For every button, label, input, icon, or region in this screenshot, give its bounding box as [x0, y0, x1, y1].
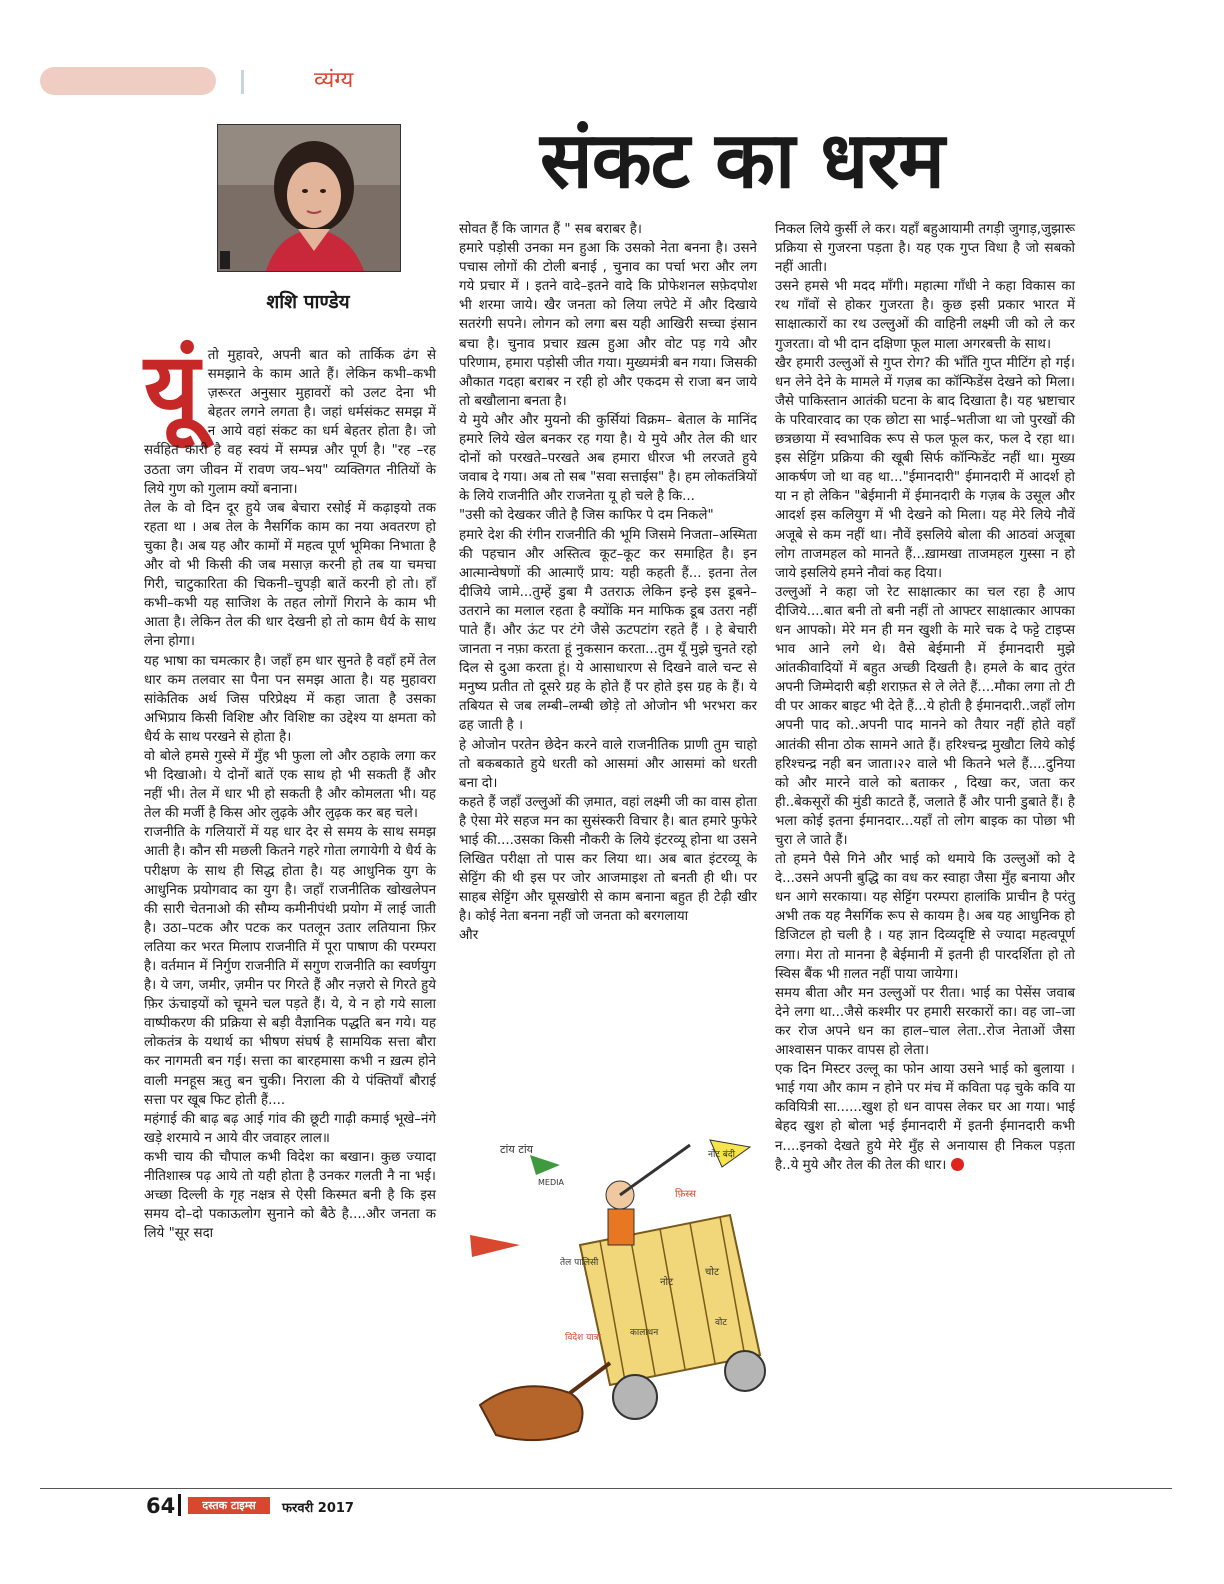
article-column-2 — [459, 220, 757, 946]
paragraph: वो बोले हमसे गुस्से में मुँह भी फुला लो और ठहाके लगा कर भी दिखाओ। ये दोनों बातें एक साथ हो भी सकती हैं और नहीं भी। तेल में धार भी हो सकती है और कोमलता भी। यह तेल की मर्जी है किस ओर लुढ़के और लुढ़क कर बह चले। — [144, 748, 436, 822]
paragraph: हमारे पड़ोसी उनका मन हुआ कि उसको नेता बनना है। उसने पचास लोगों की टोली बनाई , चुनाव का पर्चा भरा और लग गये प्रचार में । इतने वादे–इतने वादे कि प्रोफेशनल सफ़ेदपोश भी शरमा जाये। खैर जनता को लिया लपेटे में और दिखाये सतरंगी सपने। लोगन को लगा बस यही आखिरी सच्चा इंसान बचा है। चुनाव प्रचार ख़त्म हुआ और वोट पड़ गये और परिणाम, हमारा पड़ोसी जीत गया। मुख्यमंत्री बन गया। जिसकी औकात गदहा बराबर न रही हो और एकदम से राजा बन जाये तो बखौलाना बनता है। — [459, 241, 757, 409]
paragraph: खैर हमारी उल्लुओं से गुप्त रोग? की भाँति गुप्त मीटिंग हो गई। धन लेने देने के मामले में गज़ब का कॉन्फिडेंस देखने को मिला। जैसे पाकिस्तान आतंकी घटना के बाद दिखाता है। यह भ्रष्टाचार के परिवारवाद का एक छोटा सा भाई–भतीजा था जो पुरखों की छत्रछाया में स्वभाविक रूप से फल फूल कर, फल दे रहा था। इस सेट्टिंग प्रक्रिया की खूबी सिर्फ कॉन्फिडेंट नहीं था। मुख्य आकर्षण जो था वह था..."ईमानदारी" ईमानदारी में आदर्श हो या न हो लेकिन "बेईमानी में ईमानदारी के गज़ब के उसूल और आदर्श इस कलियुग में भी देखने को मिला। यह मेरे लिये नौवें अजूबे से कम नहीं था। नौवें इसलिये बोला की आठवां अजूबा लोग ताजमहल को मानते हैं...ख़ामखा ताजमहल गुस्सा न हो जाये इसलिये हमने नौवां कह दिया। — [775, 355, 1075, 581]
paragraph: सोवत हैं कि जागत हैं " सब बराबर है। — [459, 222, 642, 237]
paragraph: हे ओजोन परतेन छेदेन करने वाले राजनीतिक प्राणी तुम चाहो तो बकबकाते हुये धरती को आसमां और आसमां को धरती बना दो। — [459, 737, 757, 791]
paragraph: "उसी को देखकर जीते है जिस काफिर पे दम निकले" — [459, 508, 714, 524]
end-mark-icon — [951, 1158, 964, 1171]
cartoon-label: नोट बंदी — [708, 1150, 735, 1160]
paragraph-text: एक दिन मिस्टर उल्लू का फोन आया उसने भाई को बुलाया । भाई गया और काम न होने पर मंच में कविता पढ़ चुके कवि या कवियित्री सा......खुश हो धन वापस लेकर घर आ गया। भाई बेहद खुश हो बोला भई ईमानदारी में इतनी ईमानदारी कभी न....इनको देखते हुये मेरे मुँह से अनायास ही निकल पड़ता है..ये मुये और तेल की तेल की धार। — [775, 1062, 1075, 1173]
paragraph: ये मुये और और मुयनो की कुर्सियां विक्रम– बेताल के मानिंद हमारे लिये खेल बनकर रह गया है। ये मुये और तेल की धार दोनों को परखते–परखते अब हमारा धीरज भी लरजते हुये जवाब दे गया। अब तो सब "सवा सत्ताईस" है। हम लोकतंत्रियों के लिये राजनीति और राजनेता यू हो चले है कि... — [459, 412, 757, 505]
issue-date: फरवरी 2017 — [282, 1501, 354, 1516]
section-label: व्यंग्य — [314, 68, 354, 93]
paragraph: तेल के वो दिन दूर हुये जब बेचारा रसोई में कढ़ाइयो तक रहता था । अब तेल के नैसर्गिक काम का नया अवतरण हो चुका है। अब यह और कामों में महत्व पूर्ण भूमिका निभाता है और वो भी किसी की जब मसाज़ करनी हो तब या चमचा गिरी, चाटुकारिता की चिकनी–चुपड़ी बातें करनी हो तो। हाँ कभी–कभी यह साजिश के तहत लोगों गिराने के काम भी आता है। लेकिन तेल की धार देखनी हो तो काम धैर्य के साथ लेना होगा। — [144, 500, 436, 650]
cartoon-label: टांय टांय — [500, 1143, 534, 1156]
paragraph: महंगाई की बाढ़ बढ़ आई गांव की छूटी गाढ़ी कमाई भूखे–नंगे खड़े शरमाये न आये वीर जवाहर लाल॥ — [144, 1111, 436, 1146]
cartoon-label: विदेश यात्रा — [565, 1333, 601, 1343]
cartoon-label: MEDIA — [538, 1178, 564, 1187]
footer-separator — [178, 1494, 181, 1516]
cartoon-cart-icon — [460, 1135, 805, 1470]
paragraph: राजनीति के गलियारों में यह धार देर से समय के साथ समझ आती है। कौन सी मछली कितने गहरे गोता लगायेगी ये धैर्य के परीक्षण के साथ ही सिद्ध होता है। यह आधुनिक युग के आधुनिक प्रयोगवाद का युग है। जहाँ राजनीतिक खोखलेपन की सारी चेतनाओ की सौम्य कमीनीपंथी प्रयोग में लाई जाती है। उठा–पटक और पटक कर पतलून उतार लतियाना फ़िर लतिया कर भरत मिलाप राजनीति में पूरा पाषाण की परम्परा है। वर्तमान में निर्गुण राजनीति में सगुण राजनीति का स्वर्णयुग है। ये जग, जमीर, ज़मीन पर गिरते हैं और नज़रो से गिरते हुये फ़िर ऊंचाइयों को चूमने चल पड़ते हैं। ये, ये न हो गये साला वाष्पीकरण की प्रक्रिया से बड़ी वैज्ञानिक पद्धति बन गये। यह लोकतंत्र के यथार्थ का भीषण संघर्ष है सामयिक सत्ता बौरा कर नागमती बन गई। सत्ता का बारहमासा कभी न ख़त्म होने वाली मनहूस ऋतु बन चुकी। निराला की ये पंक्तियाँ बौराई सत्ता पर खूब फिट होती हैं.... — [144, 825, 436, 1108]
cartoon-label: नोट — [660, 1277, 674, 1288]
cartoon-label: कालाधन — [630, 1328, 659, 1338]
author-name: शशि पाण्डेय — [266, 291, 350, 313]
paragraph: समय बीता और मन उल्लुओं पर रीता। भाई का पेसेंस जवाब देने लगा था...जैसे कश्मीर पर हमारी सरकारों का। वह जा–जा कर रोज अपने धन का हाल–चाल लेता..रोज नेताओं जैसा आश्वासन पाकर वापस हो लेता। — [775, 985, 1075, 1059]
cartoon-label: वोट — [715, 1318, 727, 1328]
paragraph: यह भाषा का चमत्कार है। जहाँ हम धार सुनते है वहाँ हमें तेल धार कम तलवार सा पैना पन समझ आता है। यह मुहावरा सांकेतिक अर्थ जिस परिप्रेक्ष्य में कहा जाता है उसका अभिप्राय किसी विशिष्ट और विशिष्ट का उद्देश्य या क्षमता को धैर्य के साथ परखने से होता है। — [144, 653, 436, 745]
cartoon-label: तेल पालिसी — [560, 1258, 599, 1268]
paragraph: तो मुहावरे, अपनी बात को तार्किक ढंग से समझाने के काम आते हैं। लेकिन कभी–कभी ज़रूरत अनुसार मुहावरों को उलट देना भी बेहतर लगने लगता है। जहां धर्मसंकट समझ में न आये वहां संकट का धर्म बेहतर होता है। जो सर्वहित कारी है वह स्वयं में सम्पन्न और पूर्ण है। "रह –रह उठता जग जीवन में रावण जय–भय" व्यक्तिगत नीतियों के लिये गुण को गुलाम क्यों बनाना। — [144, 348, 436, 497]
cartoon-label: चोट — [705, 1267, 719, 1278]
magazine-logo: दस्तक टाइम्स — [188, 1497, 270, 1514]
article-title: संकट का धरम — [540, 116, 944, 206]
footer-divider — [40, 1488, 1172, 1489]
article-column-3 — [775, 220, 1075, 1175]
drop-cap: यूं — [144, 332, 200, 444]
author-photo — [217, 124, 401, 272]
page-number: 64 — [146, 1494, 176, 1518]
cartoon-label: फ़िस्स — [675, 1189, 697, 1200]
header-pill — [40, 67, 216, 95]
paragraph: और — [459, 928, 479, 944]
paragraph: उल्लुओं ने कहा जो रेट साक्षात्कार का चल रहा है आप दीजिये....बात बनी तो बनी नहीं तो आफ्टर साक्षात्कार आपका धन आपको। मेरे मन ही मन खुशी के मारे चक दे फट्टे टाइप्स भाव आने लगे थे। वैसे बेईमानी में ईमानदारी मुझे आंतकीवादियों में बहुत अच्छी दिखती है। हमले के बाद तुरंत अपनी जिम्मेदारी बड़ी शराफ़त से ले लेते हैं....मौका लगा तो टी वी पर आकर बाइट भी देते हैं...ये होती है ईमानदारी..जहाँ लोग अपनी पाद को..अपनी पाद मानने को तैयार नहीं होते वहाँ आतंकी सीना ठोक सामने आते हैं। हरिश्चन्द्र मुखौटा लिये कोई हरिश्चन्द्र नही बन जाता।२२ वाले भी कितने भले हैं....दुनिया को और मारने वाले को बताकर , दिखा कर, जता कर ही..बेकसूरों की मुंडी काटते हैं, जलाते हैं और पानी डुबाते हैं। है भला कोई इतना ईमानदार...यहाँ तो लोग बाइक का पोछा भी चुरा ले जाते हैं। — [775, 584, 1075, 848]
header-separator — [241, 70, 244, 94]
paragraph: निकल लिये कुर्सी ले कर। यहाँ बहुआयामी तगड़ी जुगाड़,जुझारू प्रक्रिया से गुजरना पड़ता है। यह एक गुप्त विधा है जो सबको नहीं आती। — [775, 222, 1075, 276]
cartoon-illustration — [460, 1135, 805, 1470]
paragraph: तो हमने पैसे गिने और भाई को थमाये कि उल्लुओं को दे दे...उसने अपनी बुद्धि का वध कर स्वाहा जैसा मुँह बनाया और धन आगे सरकाया। यह सेट्टिंग परम्परा हालांकि प्राचीन है परंतु अभी तक यह नैसर्गिक रूप से कायम है। अब यह आधुनिक हो डिजिटल हो चली है । यह ज्ञान दिव्यदृष्टि से ज्यादा महत्वपूर्ण लगा। मेरा तो मानना है बेईमानी में इतनी ही पारदर्शिता हो तो स्विस बैंक भी ग़लत नहीं पाया जायेगा। — [775, 852, 1075, 982]
paragraph: हमारे देश की रंगीन राजनीति की भूमि जिसमे निजता–अस्मिता की पहचान और अस्तित्व कूट–कूट कर समाहित है। इन आत्मान्वेषणों की आत्माएँ प्राय: यही कहती हैं... इतना तेल दीजिये जामे...तुम्हें डुबा मै उतराऊ लेकिन इन्हे इस डूबने–उतराने का मलाल रहता है क्योंकि मन माफिक डूब उतरा नहीं पाते हैं। और ऊंट पर टंगे जैसे ऊटपटांग रहते हैं । हे बेचारी जानता न नफ़ा करता हूं नुकसान करता...तुम यूँ मुझे चुनते रहो दिल से दुआ करता हूं। ये आसाधारण से दिखने वाले चन्ट से मनुष्य प्रतीत तो दूसरे ग्रह के होते हैं पर होते इस ग्रह के हैं। ये तबियत से जब लम्बी–लम्बी छोड़े तो ओजोन भी भरभरा कर ढह जाती है । — [459, 527, 757, 734]
paragraph: कभी चाय की चौपाल कभी विदेश का बखान। कुछ ज्यादा नीतिशास्त्र पढ़ आये तो यही होता है उनकर गलती नै ना भई। अच्छा दिल्ली के गृह नक्षत्र से ऐसी किस्मत बनी है कि इस समय दो–दो पकाऊलोग सुनाने को बैठे है....और जनता क लिये "सूर सदा — [144, 1149, 436, 1242]
paragraph: कहते हैं जहाँ उल्लुओं की ज़मात, वहां लक्ष्मी जी का वास होता है ऐसा मेरे सहज मन का सुसंस्करी विचार है। बात हमारे फुफेरे भाई की....उसका किसी नौकरी के लिये इंटरव्यू होना था उसने लिखित परीक्षा तो पास कर लिया था। अब बात इंटरव्यू के सेट्टिंग की थी इस पर जोर आजमाइश तो बनती ही थी। पर साहब सेट्टिंग और घूसखोरी से काम बनाना बहुत ही टेढ़ी खीर है। कोई नेता बनना नहीं जो जनता को बरगलाया — [459, 794, 757, 925]
paragraph — [775, 1060, 1075, 1175]
article-column-1 — [144, 332, 436, 1243]
author-portrait-icon — [218, 125, 400, 271]
paragraph: उसने हमसे भी मदद माँगी। महात्मा गाँधी ने कहा विकास का रथ गाँवों से होकर गुजरता है। कुछ इसी प्रकार भारत में साक्षात्कारों का रथ उल्लुओं की वाहिनी लक्ष्मी जी को ले कर गुजरता। वो भी दान दक्षिणा फूल माला अगरबत्ती के साथ। — [775, 279, 1075, 352]
